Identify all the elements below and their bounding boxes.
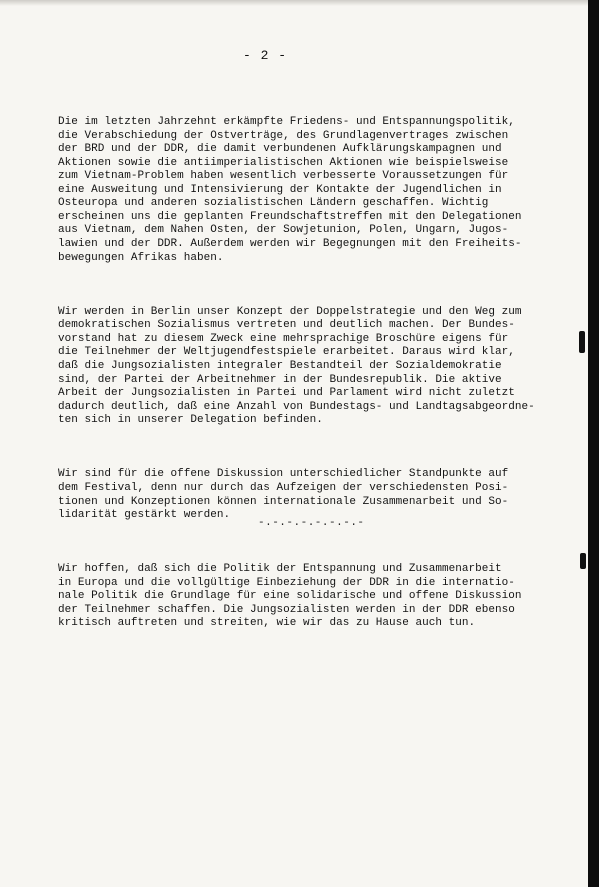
section-divider: -.-.-.-.-.-.-.- [258, 517, 365, 529]
binding-mark [580, 553, 586, 569]
paragraph-4: Wir hoffen, daß sich die Politik der Entspannung und Zusammenarbeit in Europa und die vollgültige Einbeziehung der DDR in die internatio- nale Politik die Grundlage für eine solidarische und offene Diskussion der Teilnehmer schaffen. Die Jungsozialisten werden in der DDR ebenso kritisch auftreten und streiten, wie wir das zu Hause auch tun. [58, 563, 522, 630]
scan-shadow [0, 0, 588, 6]
paragraph-2: Wir werden in Berlin unser Konzept der Doppelstrategie und den Weg zum demokratischen Sozialismus vertreten und deutlich machen. Der Bundes- vorstand hat zu diesem Zweck eine mehrsprachige Broschüre eigens für die Teilnehmer der Weltjugendfestspiele erarbeitet. Daraus wird klar, daß die Jungsozialisten integraler Bestandteil der Sozialdemokratie sind, der Partei der Arbeitnehmer in der Bundesrepublik. Die aktive Arbeit der Jungsozialisten in Partei und Parlament wird nicht zuletzt dadurch deutlich, daß eine Anzahl von Bundestags- und Landtagsabgeordne- ten sich in unserer Delegation befinden. [58, 305, 535, 427]
paragraph-1: Die im letzten Jahrzehnt erkämpfte Friedens- und Entspannungspolitik, die Verabschiedung der Ostverträge, des Grundlagenvertrages zwischen der BRD und der DDR, die damit verbundenen Aufklärungskampagnen und Aktionen sowie die antiimperialistischen Aktionen wie beispielsweise zum Vietnam-Problem haben wesentlich verbesserte Voraussetzungen für eine Ausweitung und Intensivierung der Kontakte der Jugendlichen in Osteuropa und anderen sozialistischen Ländern geschaffen. Wichtig erscheinen uns die geplanten Freundschaftstreffen mit den Delegationen aus Vietnam, dem Nahen Osten, der Sowjetunion, Polen, Ungarn, Jugos- lawien und der DDR. Außerdem werden wir Begegnungen mit den Freiheits- bewegungen Afrikas haben. [58, 116, 522, 264]
paragraph-3: Wir sind für die offene Diskussion unterschiedlicher Standpunkte auf dem Festival, denn nur durch das Aufzeigen der verschiedensten Posi- tionen und Konzeptionen können internationale Zusammenarbeit und So- lidarität gestärkt werden. [58, 468, 509, 522]
body-text [58, 89, 578, 672]
page-number: - 2 - [242, 48, 287, 63]
scan-border [588, 0, 599, 887]
binding-mark [579, 331, 585, 353]
